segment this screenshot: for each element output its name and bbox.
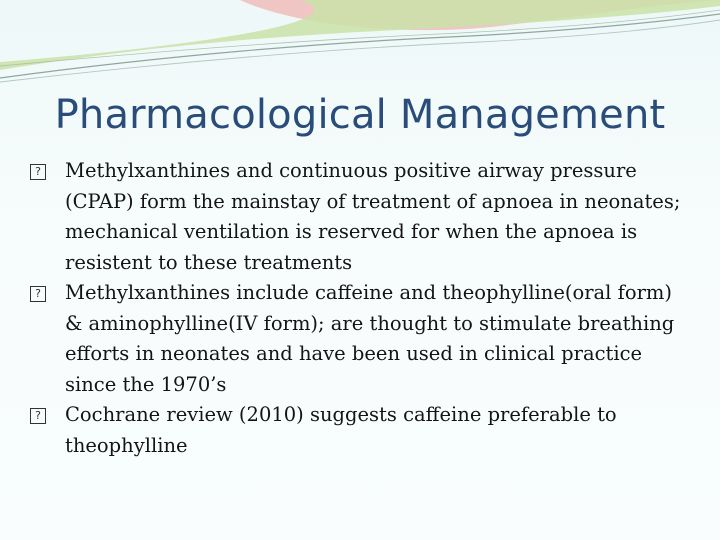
bullet-marker-icon: ?	[30, 408, 46, 424]
bullet-item	[30, 400, 690, 461]
bullet-item	[30, 278, 690, 400]
bullet-item	[30, 156, 690, 278]
bullet-marker-icon: ?	[30, 164, 46, 180]
header-swoosh-decoration	[0, 0, 720, 90]
bullet-text: Cochrane review (2010) suggests caffeine preferable to theophylline	[65, 403, 617, 457]
bullet-text: Methylxanthines and continuous positive airway pressure (CPAP) form the mainstay of treatment of apnoea in neonates; mechanical ventilation is reserved for when the apnoea is resistent to these treatments	[65, 159, 681, 274]
bullet-list	[30, 156, 690, 461]
bullet-marker-icon: ?	[30, 286, 46, 302]
slide-title: Pharmacological Management	[54, 92, 666, 138]
bullet-text: Methylxanthines include caffeine and theophylline(oral form) & aminophylline(IV form); are thought to stimulate breathing efforts in neonates and have been used in clinical practice since the 1970’s	[65, 281, 675, 396]
